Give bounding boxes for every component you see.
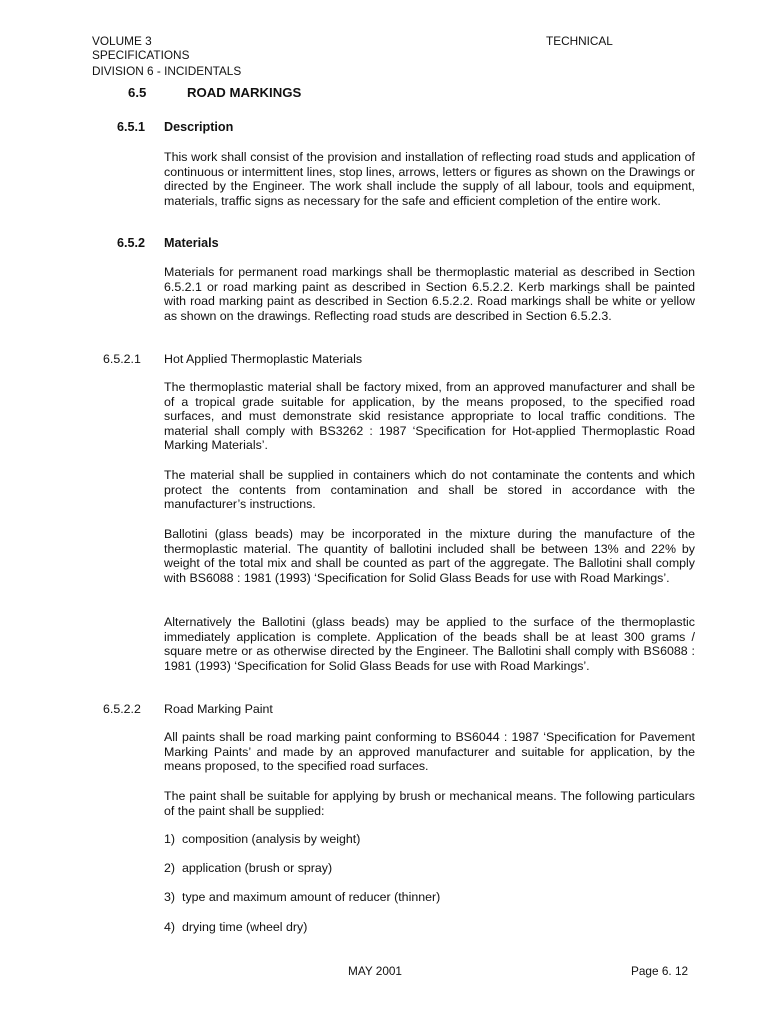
list-item-number: 3): [164, 890, 176, 904]
footer-page-number: Page 6. 12: [631, 964, 689, 978]
clause-title-thermoplastic: Hot Applied Thermoplastic Materials: [164, 352, 363, 366]
section-title: ROAD MARKINGS: [187, 85, 302, 100]
thermoplastic-paragraph-4: Alternatively the Ballotini (glass beads) may be applied to the surface of the thermoplastic immediately application is complete. Application of the beads shall be at least 300 grams / square metre or as otherwise directed by the Engineer. The Ballotini shall comply with BS6088 : 1981 (1993) ‘Specification for Solid Glass Beads for use with Road Markings’.: [164, 615, 695, 673]
list-item-text: application (brush or spray): [182, 861, 333, 875]
clause-title-paint: Road Marking Paint: [164, 702, 273, 716]
subsection-number-651: 6.5.1: [117, 120, 146, 134]
header-specifications: SPECIFICATIONS: [92, 48, 190, 62]
paint-paragraph-2: The paint shall be suitable for applying by brush or mechanical means. The following particulars of the paint shall be supplied:: [164, 789, 695, 818]
thermoplastic-paragraph-1: The thermoplastic material shall be factory mixed, from an approved manufacturer and shall be of a tropical grade suitable for application, by the means proposed, to the specified road surfaces, and must demonstrate skid resistance appropriate to local traffic conditions. The material shall comply with BS3262 : 1987 ‘Specification for Hot-applied Thermoplastic Road Marking Materials’.: [164, 380, 695, 453]
subsection-title-description: Description: [164, 120, 234, 134]
list-item: [164, 861, 332, 876]
header-volume: VOLUME 3: [92, 34, 152, 48]
list-item-text: drying time (wheel dry): [182, 920, 308, 934]
list-item: [164, 920, 307, 935]
clause-number-6521: 6.5.2.1: [103, 352, 141, 366]
subsection-title-materials: Materials: [164, 236, 219, 250]
list-item-number: 2): [164, 861, 176, 875]
header-division: DIVISION 6 - INCIDENTALS: [92, 64, 242, 78]
materials-paragraph: Materials for permanent road markings shall be thermoplastic material as described in Section 6.5.2.1 or road marking paint as described in Section 6.5.2.2. Kerb markings shall be painted with road marking paint as described in Section 6.5.2.2. Road markings shall be white or yellow as shown on the drawings. Reflecting road studs are described in Section 6.5.2.3.: [164, 265, 695, 323]
thermoplastic-paragraph-3: Ballotini (glass beads) may be incorporated in the mixture during the manufacture of the thermoplastic material. The quantity of ballotini included shall be between 13% and 22% by weight of the total mix and shall be counted as part of the aggregate. The Ballotini shall comply with BS6088 : 1981 (1993) ‘Specification for Solid Glass Beads for use with Road Markings’.: [164, 527, 695, 585]
section-number: 6.5: [128, 85, 147, 100]
thermoplastic-paragraph-2: The material shall be supplied in containers which do not contaminate the contents and which protect the contents from contamination and shall be stored in accordance with the manufacturer’s instructions.: [164, 468, 695, 512]
header-technical: TECHNICAL: [546, 34, 613, 48]
clause-number-6522: 6.5.2.2: [103, 702, 141, 716]
list-item-number: 4): [164, 920, 176, 934]
list-item: [164, 890, 440, 905]
list-item-number: 1): [164, 832, 176, 846]
paint-paragraph-1: All paints shall be road marking paint conforming to BS6044 : 1987 ‘Specification for Pavement Marking Paints’ and made by an approved manufacturer and suitable for application, by the means proposed, to the specified road surfaces.: [164, 730, 695, 774]
list-item: [164, 832, 360, 847]
list-item-text: type and maximum amount of reducer (thinner): [182, 890, 441, 904]
subsection-number-652: 6.5.2: [117, 236, 146, 250]
footer-date: MAY 2001: [348, 964, 402, 978]
description-paragraph: This work shall consist of the provision and installation of reflecting road studs and application of continuous or intermittent lines, stop lines, arrows, letters or figures as shown on the Drawings or directed by the Engineer. The work shall include the supply of all labour, tools and equipment, materials, traffic signs as necessary for the safe and efficient completion of the entire work.: [164, 150, 695, 208]
list-item-text: composition (analysis by weight): [182, 832, 361, 846]
